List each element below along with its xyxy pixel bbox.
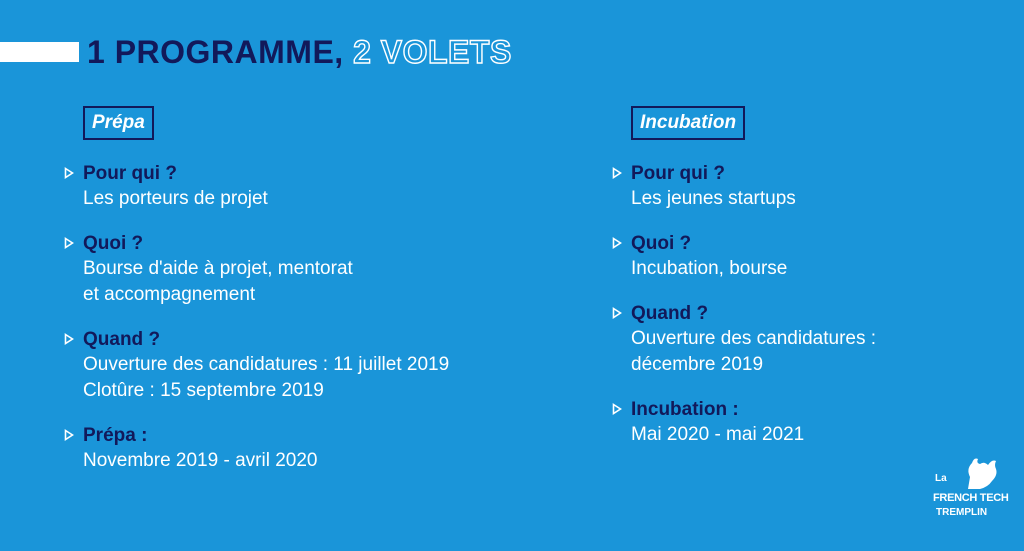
list-item [612,162,1012,212]
list-item [64,328,564,404]
title-accent-bar [0,42,79,62]
list-item [612,398,1012,448]
item-heading: Pour qui ? [631,163,725,184]
label-prepa: Prépa [83,106,154,140]
triangle-bullet-icon [612,237,622,249]
triangle-bullet-icon [612,403,622,415]
item-text-line: Ouverture des candidatures : [631,328,877,349]
logo-text-french-tech: FRENCH TECH [933,492,1009,504]
list-item [612,232,1012,282]
item-heading: Quoi ? [631,233,692,254]
logo-text-la: La [935,473,947,484]
item-heading: Quand ? [631,303,709,324]
item-heading: Incubation : [631,399,739,420]
title-part-1: 1 PROGRAMME, [87,34,344,70]
rooster-icon [958,455,1002,493]
logo-text-tremplin: TREMPLIN [936,507,988,518]
item-heading: Pour qui ? [83,163,177,184]
item-text-line: Incubation, bourse [631,258,788,279]
item-text-line: Ouverture des candidatures : 11 juillet 2019 [83,354,450,375]
label-incubation: Incubation [631,106,745,140]
page-title [87,33,512,71]
column-prepa [64,106,564,494]
item-text-line: Bourse d'aide à projet, mentorat [83,258,353,279]
french-tech-tremplin-logo [930,455,1010,540]
item-heading: Quoi ? [83,233,144,254]
list-item [64,424,564,474]
item-text-line: Mai 2020 - mai 2021 [631,424,805,445]
column-incubation [612,106,1012,468]
item-text-line: Clotûre : 15 septembre 2019 [83,380,324,401]
triangle-bullet-icon [612,167,622,179]
item-text-line: Les jeunes startups [631,188,796,209]
items-incubation [612,162,1012,448]
item-heading: Quand ? [83,329,161,350]
item-heading: Prépa : [83,425,148,446]
triangle-bullet-icon [64,333,74,345]
triangle-bullet-icon [64,237,74,249]
list-item [64,232,564,308]
triangle-bullet-icon [612,307,622,319]
item-text-line: Les porteurs de projet [83,188,268,209]
triangle-bullet-icon [64,167,74,179]
item-text-line: et accompagnement [83,284,256,305]
list-item [64,162,564,212]
item-text-line: Novembre 2019 - avril 2020 [83,450,318,471]
list-item [612,302,1012,378]
items-prepa [64,162,564,474]
triangle-bullet-icon [64,429,74,441]
title-part-2: 2 VOLETS [353,34,512,70]
item-text-line: décembre 2019 [631,354,764,375]
